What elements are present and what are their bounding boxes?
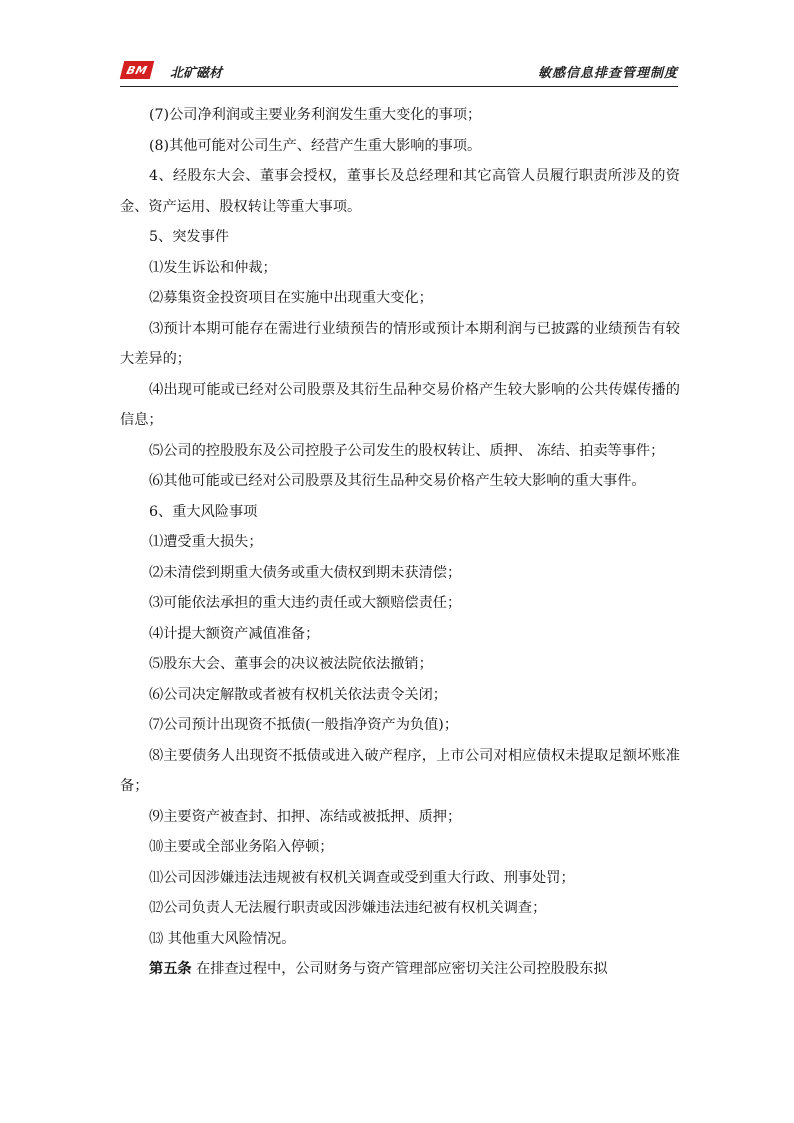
paragraph: ⑹其他可能或已经对公司股票及其衍生品种交易价格产生较大影响的重大事件。 [149,473,646,489]
logo-text: BM [125,63,149,77]
paragraph: ⑸公司的控股股东及公司控股子公司发生的股权转让、质押、 冻结、拍卖等事件； [149,442,665,459]
document-body [120,100,680,985]
paragraph: ⑶预计本期可能存在需进行业绩预告的情形或预计本期利润与已披露的业绩预告有较大差异的； [120,320,680,367]
paragraph: ⑼主要资产被查封、扣押、冻结或被抵押、质押； [149,808,462,825]
paragraph: ⑹公司决定解散或者被有权机关依法责令关闭； [149,686,447,703]
paragraph: 6、重大风险事项 [149,503,258,520]
paragraph: ⑺公司预计出现资不抵债(一般指净资产为负值)； [149,717,459,733]
paragraph: ⒀ 其他重大风险情况。 [149,930,296,947]
paragraph: (7)公司净利润或主要业务利润发生重大变化的事项； [149,107,482,123]
paragraph: 5、突发事件 [149,229,229,245]
paragraph: ⑵未清偿到期重大债务或重大债权到期未获清偿； [149,564,462,581]
company-logo [120,61,154,79]
article-text: 在排查过程中，公司财务与资产管理部应密切关注公司控股股东拟 [191,961,608,977]
article-label: 第五条 [149,961,192,977]
paragraph: 4、经股东大会、董事会授权，董事长及总经理和其它高管人员履行职责所涉及的资金、资产运用、股权转让等重大事项。 [120,168,680,215]
company-name: 北矿磁材 [170,66,223,81]
paragraph: ⑾公司因涉嫌违法违规被有权机关调查或受到重大行政、刑事处罚； [149,869,575,886]
paragraph: ⑶可能依法承担的重大违约责任或大额赔偿责任； [149,595,462,611]
paragraph: ⑵募集资金投资项目在实施中出现重大变化； [149,290,433,306]
paragraph: (8)其他可能对公司生产、经营产生重大影响的事项。 [149,137,482,154]
paragraph: ⑽主要或全部业务陷入停顿； [149,839,334,855]
article-paragraph [120,954,680,985]
paragraph: ⑷出现可能或已经对公司股票及其衍生品种交易价格产生较大影响的公共传媒传播的信息； [120,381,680,428]
paragraph: ⑷计提大额资产减值准备； [149,625,320,642]
paragraph: ⑴遭受重大损失； [149,534,263,550]
paragraph: ⑿公司负责人无法履行职责或因涉嫌违法违纪被有权机关调查； [149,900,547,916]
paragraph: ⑸股东大会、董事会的决议被法院依法撤销； [149,656,433,672]
header-divider [120,86,678,87]
paragraph: ⑻主要债务人出现资不抵债或进入破产程序，上市公司对相应债权未提取足额坏账准备； [120,747,680,794]
document-title: 敏感信息排查管理制度 [537,66,678,81]
page-header [120,58,678,84]
paragraph: ⑴发生诉讼和仲裁； [149,259,277,276]
